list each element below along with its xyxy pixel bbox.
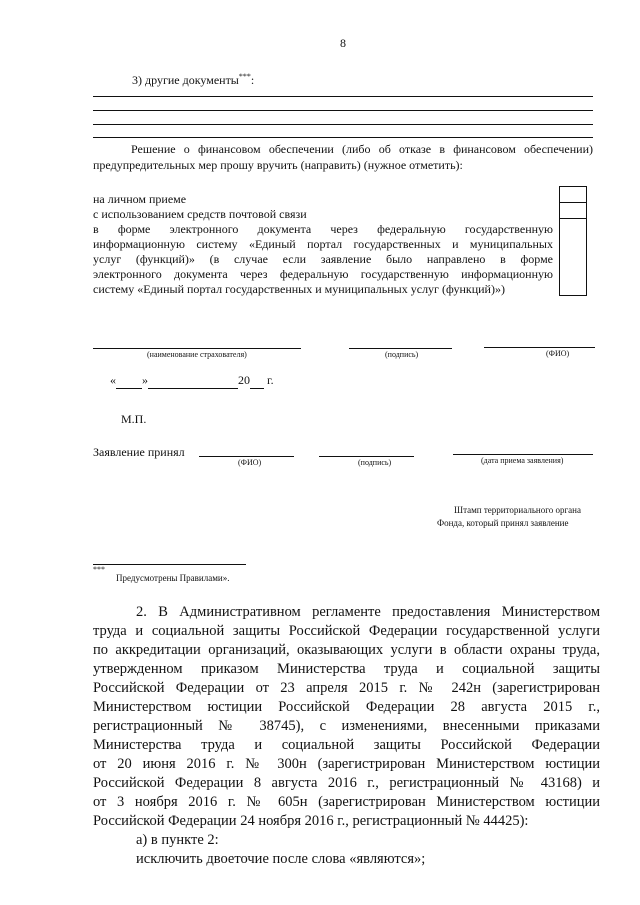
date-month-field[interactable] xyxy=(148,373,238,389)
accepted-fio-caption: (ФИО) xyxy=(238,458,262,467)
insurer-caption: (наименование страхователя) xyxy=(147,350,247,359)
date-year-field[interactable] xyxy=(250,373,264,389)
stamp-place-label: М.П. xyxy=(121,412,147,426)
stamp-note-line-1: Штамп территориального органа xyxy=(454,505,581,515)
checkbox-electronic[interactable] xyxy=(559,218,587,296)
body-line-5: Российской Федерации от 23 апреля 2015 г. № 242н (зарегистрирован xyxy=(93,680,600,696)
accepted-signature-line[interactable] xyxy=(319,456,414,457)
body-line-13: а) в пункте 2: xyxy=(136,832,219,848)
option-electronic-line-4: электронного документа через федеральную государственную информационную xyxy=(93,267,553,281)
option-electronic-line-3: услуг (функций)» (в случае если заявление было направлено в форме xyxy=(93,252,553,266)
fio-caption: (ФИО) xyxy=(546,349,570,358)
fill-line-1[interactable] xyxy=(93,96,593,97)
date-year-suffix: г. xyxy=(267,373,274,387)
fill-line-4[interactable] xyxy=(93,137,593,138)
accepted-date-line[interactable] xyxy=(453,454,593,455)
body-line-14: исключить двоеточие после слова «являются»; xyxy=(136,851,426,867)
option-electronic-line-1: в форме электронного документа через федеральную государственную xyxy=(93,222,553,236)
other-documents-colon: : xyxy=(250,73,255,87)
decision-line-1: Решение о финансовом обеспечении (либо об отказе в финансовом обеспечении) xyxy=(131,142,593,156)
body-line-10: Российской Федерации 8 августа 2016 г., регистрационный № 43168) и xyxy=(93,775,600,791)
accepted-fio-line[interactable] xyxy=(199,456,294,457)
body-line-11: от 3 ноября 2016 г. № 605н (зарегистрирован Министерством юстиции xyxy=(93,794,600,810)
body-line-4: утвержденном приказом Министерства труда и социальной защиты xyxy=(93,661,600,677)
signature-line[interactable] xyxy=(349,348,452,349)
accepted-signature-caption: (подпись) xyxy=(358,458,392,467)
checkbox-post[interactable] xyxy=(559,202,587,219)
decision-line-2: предупредительных мер прошу вручить (направить) (нужное отметить): xyxy=(93,158,463,172)
insurer-line[interactable] xyxy=(93,348,301,349)
body-line-9: от 20 июня 2016 г. № 300н (зарегистрирован Министерством юстиции xyxy=(93,756,600,772)
footnote-text: Предусмотрены Правилами». xyxy=(116,573,230,583)
accepted-date-caption: (дата приема заявления) xyxy=(481,456,564,465)
date-close-quote: » xyxy=(142,373,148,387)
other-documents-label xyxy=(132,72,254,88)
option-electronic-line-2: информационную систему «Единый портал государственных и муниципальных xyxy=(93,237,553,251)
fill-line-2[interactable] xyxy=(93,110,593,111)
date-open-quote: « xyxy=(110,373,116,387)
signature-caption: (подпись) xyxy=(385,350,419,359)
body-line-6: Министерством юстиции Российской Федерации 28 августа 2015 г., xyxy=(93,699,600,715)
footnote-reference: *** xyxy=(238,72,251,81)
date-day-field[interactable] xyxy=(116,373,142,389)
body-line-3: по аккредитации организаций, оказывающих услуги в области охраны труда, xyxy=(93,642,600,658)
option-post: с использованием средств почтовой связи xyxy=(93,207,307,221)
page-number: 8 xyxy=(340,36,346,50)
fill-line-3[interactable] xyxy=(93,124,593,125)
body-line-8: Министерства труда и социальной защиты Российской Федерации xyxy=(93,737,600,753)
body-line-7: регистрационный № 38745), с изменениями, внесенными приказами xyxy=(93,718,600,734)
footnote-separator xyxy=(93,564,246,565)
body-line-2: труда и социальной защиты Российской Федерации государственной услуги xyxy=(93,623,600,639)
other-documents-text: 3) другие документы xyxy=(132,73,239,87)
footnote-mark: *** xyxy=(93,565,105,574)
date-year-prefix: 20 xyxy=(238,373,250,387)
fio-line[interactable] xyxy=(484,347,595,348)
option-electronic-line-5: систему «Единый портал государственных и муниципальных услуг (функций)») xyxy=(93,282,505,296)
body-line-12: Российской Федерации 24 ноября 2016 г., регистрационный № 44425): xyxy=(93,813,529,829)
accepted-label: Заявление принял xyxy=(93,445,185,459)
date-line xyxy=(110,373,274,389)
stamp-note-line-2: Фонда, который принял заявление xyxy=(437,518,569,528)
checkbox-in-person[interactable] xyxy=(559,186,587,203)
body-line-1: 2. В Административном регламенте предоставления Министерством xyxy=(136,604,600,620)
option-in-person: на личном приеме xyxy=(93,192,187,206)
